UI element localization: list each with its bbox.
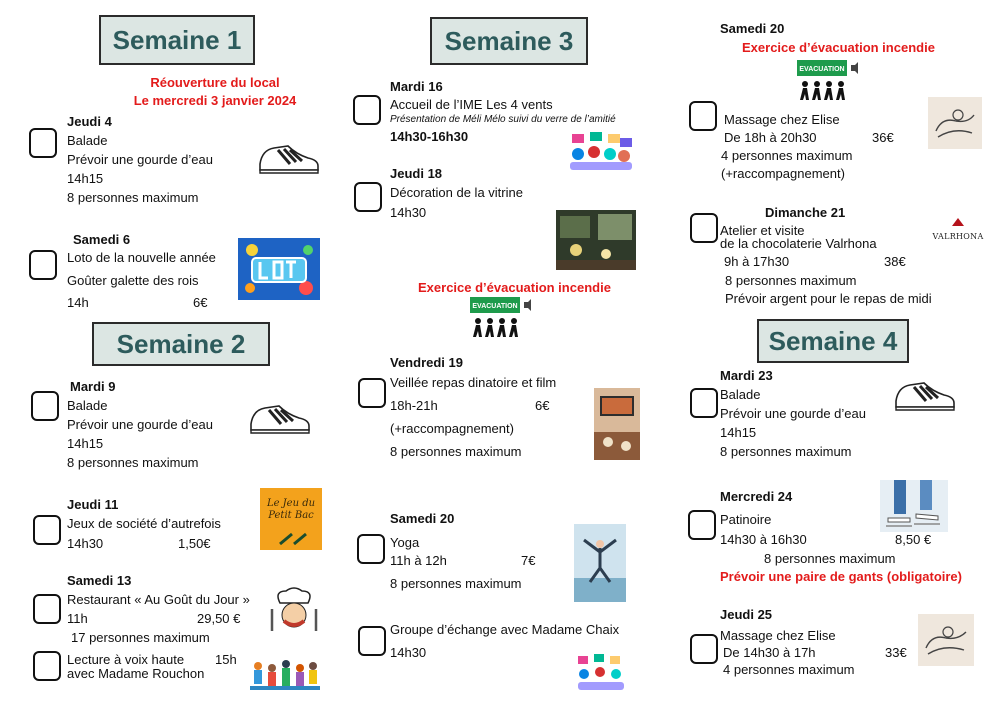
event-day: Mardi 16 [390,79,443,94]
event-note: avec Madame Rouchon [67,666,205,681]
reopening-line-1: Réouverture du local [150,75,280,90]
event-price: 6€ [535,398,550,413]
event-checkbox[interactable] [690,634,718,664]
event-checkbox[interactable] [31,391,59,421]
event-time: 14h30-16h30 [390,129,469,144]
petit-bac-text: Le Jeu du Petit Bac [266,498,316,521]
event-checkbox[interactable] [29,128,57,158]
gloves-warning: Prévoir une paire de gants (obligatoire) [720,569,962,584]
event-price: 36€ [872,130,894,145]
week-4-label: Semaine 4 [768,325,898,356]
event-day: Dimanche 21 [765,205,846,220]
event-title: Accueil de l’IME Les 4 vents [390,97,553,112]
event-price: 1,50€ [178,536,211,551]
event-price: 8,50 € [895,532,932,547]
valrhona-text: VALRHONA [932,232,984,241]
event-price: 7€ [521,553,536,568]
event-capacity: 8 personnes maximum [67,190,199,205]
event-time: 14h15 [67,436,104,451]
valrhona-logo [930,214,986,242]
event-note: (+raccompagnement) [390,421,514,436]
evacuation-sign-icon [470,297,536,345]
dinner-film-photo [594,388,640,460]
event-price: 33€ [885,645,907,660]
event-title: Veillée repas dinatoire et film [390,375,557,390]
ice-skating-photo [880,480,948,532]
event-day: Samedi 20 [720,21,785,36]
week-3-heading [430,17,588,65]
event-time: 14h30 [67,536,104,551]
event-title: Restaurant « Au Goût du Jour » [67,592,250,607]
loto-image [238,238,320,300]
event-checkbox[interactable] [33,515,61,545]
event-time: 11h à 12h [390,553,447,568]
event-checkbox[interactable] [358,378,386,408]
event-title: Patinoire [720,512,772,527]
event-title: Groupe d’échange avec Madame Chaix [390,622,620,637]
event-note: Prévoir une gourde d’eau [67,417,213,432]
event-time: 9h à 17h30 [724,254,790,269]
week-2-label: Semaine 2 [116,328,246,359]
event-checkbox[interactable] [688,510,716,540]
event-title: Jeux de société d’autrefois [67,516,221,531]
event-day: Samedi 6 [73,232,131,247]
event-time: De 18h à 20h30 [724,130,817,145]
event-capacity: 17 personnes maximum [71,630,210,645]
event-time: 14h30 [390,645,427,660]
event-title: Balade [720,387,761,402]
group-icon [568,132,634,172]
discussion-group-icon [576,654,626,694]
event-capacity: 8 personnes maximum [725,273,857,288]
event-time: 11h [67,611,88,626]
event-time: 14h30 à 16h30 [720,532,807,547]
event-title: Yoga [390,535,420,550]
event-title: Balade [67,398,108,413]
event-price: 29,50 € [197,611,241,626]
week-4-heading [757,319,909,363]
event-day: Jeudi 4 [67,114,112,129]
valrhona-emblem-icon [951,217,965,227]
event-time: 14h [67,295,89,310]
event-title: Massage chez Elise [724,112,840,127]
event-price: 6€ [193,295,208,310]
event-capacity: 8 personnes maximum [67,455,199,470]
chef-icon [266,585,322,637]
reading-people-image [250,658,320,692]
evacuation-sign-text: EVACUATION [472,303,518,310]
event-checkbox[interactable] [690,213,718,243]
event-title: Atelier et visite [720,223,805,238]
evacuation-sign-icon [797,60,863,108]
event-time: 14h15 [720,425,757,440]
sneaker-icon [892,377,958,413]
event-time: 15h [215,652,237,667]
event-capacity: 8 personnes maximum [720,444,852,459]
reopening-line-2: Le mercredi 3 janvier 2024 [133,93,297,108]
event-day: Mercredi 24 [720,489,793,504]
event-checkbox[interactable] [29,250,57,280]
event-checkbox[interactable] [353,95,381,125]
event-time: De 14h30 à 17h [723,645,816,660]
week-1-label: Semaine 1 [112,24,242,55]
sneaker-icon [256,140,322,176]
massage-image [928,97,982,149]
event-note: Prévoir une gourde d’eau [720,406,866,421]
event-day: Vendredi 19 [390,355,463,370]
event-title-line-2: de la chocolaterie Valrhona [720,236,877,251]
massage-image [918,614,974,666]
event-capacity: 4 personnes maximum [721,148,853,163]
event-time: 18h-21h [390,398,438,413]
reopening-notice [100,74,330,110]
event-capacity: 8 personnes maximum [390,576,522,591]
event-title: Loto de la nouvelle année [67,250,216,265]
event-price: 38€ [884,254,906,269]
event-checkbox[interactable] [689,101,717,131]
event-day: Jeudi 25 [720,607,773,622]
petit-bac-image [260,488,322,550]
event-note: (+raccompagnement) [721,166,845,181]
event-time: 14h15 [67,171,104,186]
event-day: Samedi 13 [67,573,132,588]
event-day: Jeudi 11 [67,497,119,512]
event-time: 14h30 [390,205,427,220]
window-display-photo [556,210,636,270]
event-note: Goûter galette des rois [67,273,199,288]
event-title: Balade [67,133,108,148]
event-note: Prévoir une gourde d’eau [67,152,213,167]
event-title: Lecture à voix haute [67,652,185,667]
event-title: Massage chez Elise [720,628,836,643]
event-title: Décoration de la vitrine [390,185,523,200]
event-capacity: 4 personnes maximum [723,662,855,677]
fire-drill-notice: Exercice d’évacuation incendie [418,280,611,295]
event-checkbox[interactable] [354,182,382,212]
sneaker-icon [247,400,313,436]
event-checkbox[interactable] [33,594,61,624]
event-checkbox[interactable] [358,626,386,656]
week-2-heading [92,322,270,366]
yoga-photo [574,524,626,602]
event-capacity: 8 personnes maximum [390,444,522,459]
fire-drill-notice: Exercice d’évacuation incendie [742,40,935,55]
week-3-label: Semaine 3 [444,25,574,56]
event-capacity: 8 personnes maximum [764,551,896,566]
event-note: Présentation de Méli Mélo suivi du verre de l’amitié [390,114,616,125]
evacuation-sign-text: EVACUATION [799,66,845,73]
week-1-heading [99,15,255,65]
event-checkbox[interactable] [690,388,718,418]
event-day: Mardi 23 [720,368,773,383]
event-day: Samedi 20 [390,511,455,526]
event-day: Jeudi 18 [390,166,443,181]
event-checkbox[interactable] [357,534,385,564]
event-checkbox[interactable] [33,651,61,681]
event-note: Prévoir argent pour le repas de midi [725,291,932,306]
event-day: Mardi 9 [70,379,116,394]
